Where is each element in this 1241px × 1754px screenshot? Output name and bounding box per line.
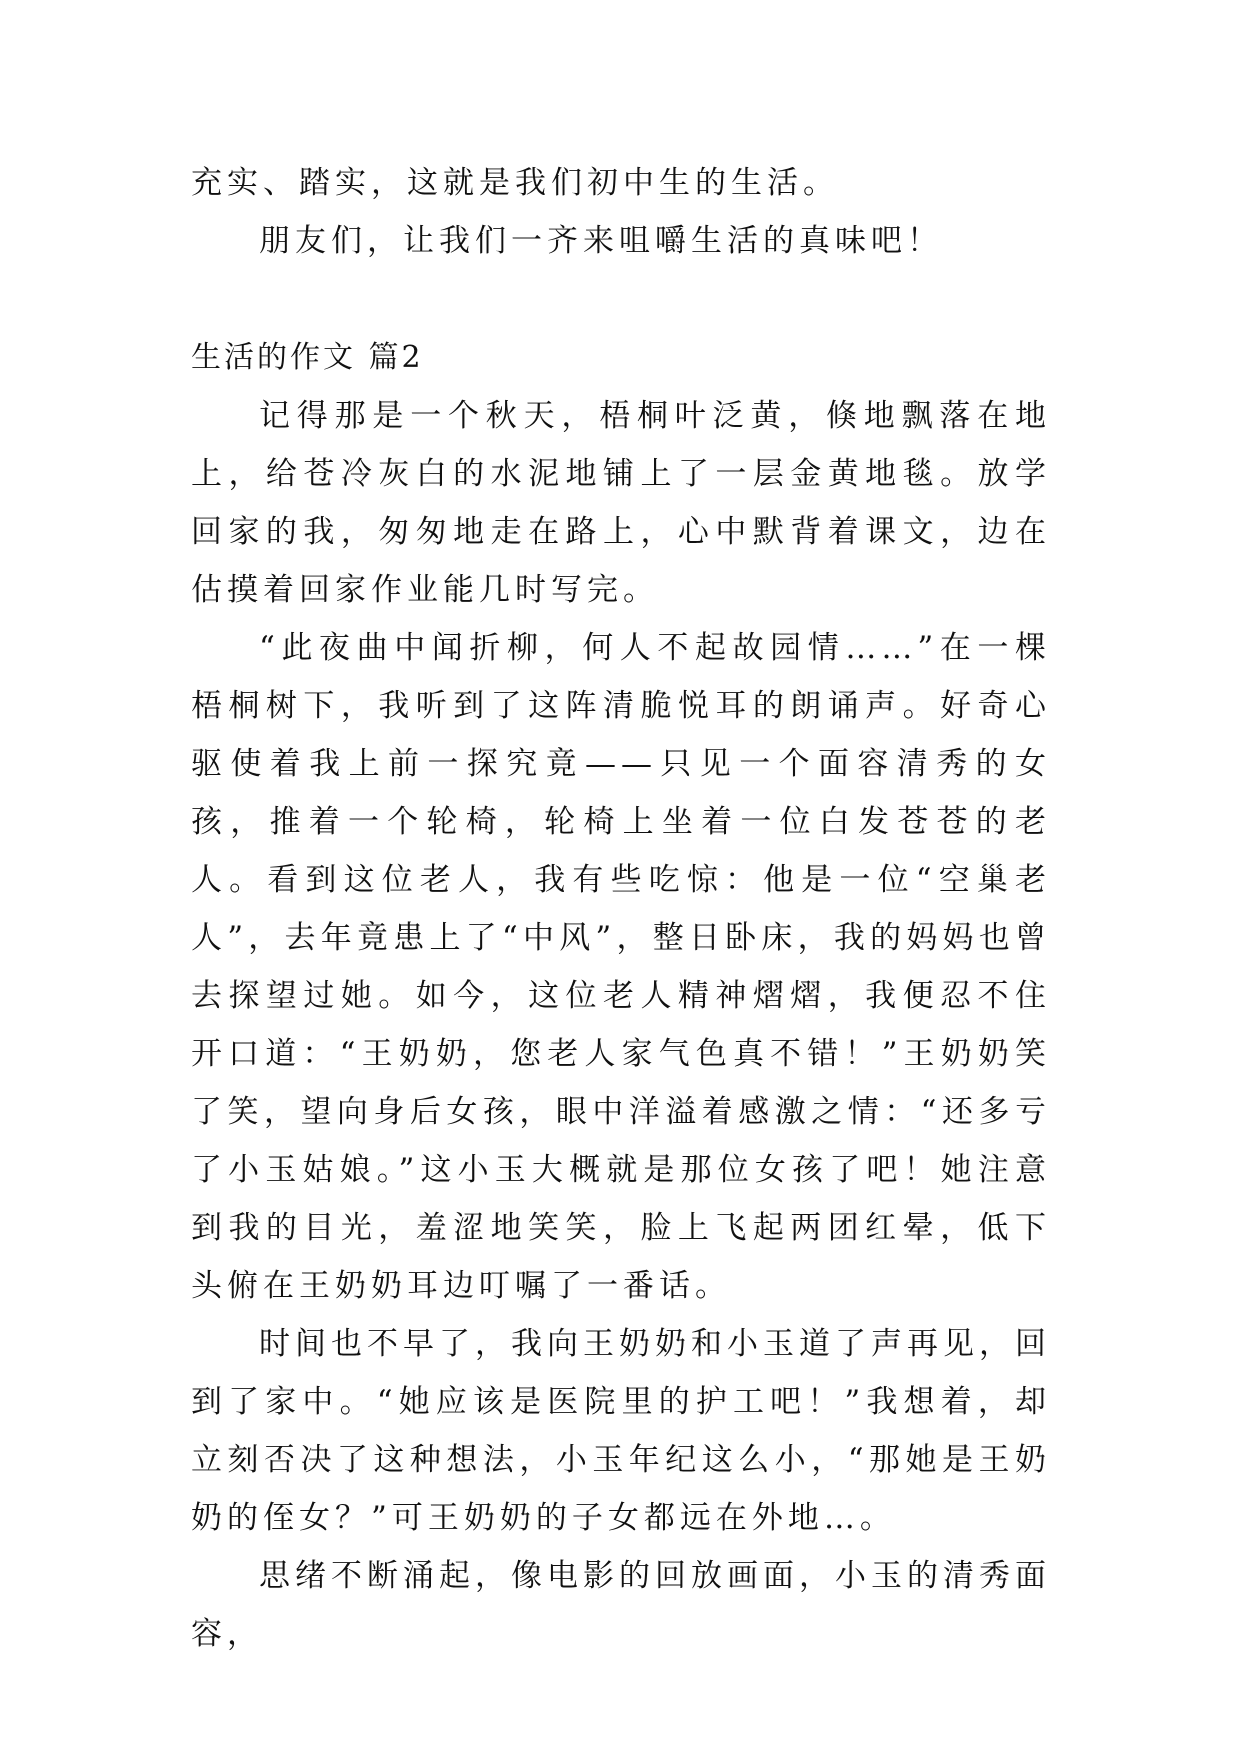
paragraph-recital: “此夜曲中闻折柳，何人不起故园情……”在一棵梧桐树下，我听到了这阵清脆悦耳的朗诵声。好奇心驱使着我上前一探究竟——只见一个面容清秀的女孩，推着一个轮椅，轮椅上坐着一位白发苍苍的老人。看到这位老人，我有些吃惊：他是一位“空巢老人”，去年竟患上了“中风”，整日卧床，我的妈妈也曾去探望过她。如今，这位老人精神熠熠，我便忍不住开口道：“王奶奶，您老人家气色真不错！”王奶奶笑了笑，望向身后女孩，眼中洋溢着感激之情：“还多亏了小玉姑娘。”这小玉大概就是那位女孩了吧！她注意到我的目光，羞涩地笑笑，脸上飞起两团红晕，低下头俯在王奶奶耳边叮嘱了一番话。 — [191, 630, 1051, 1304]
paragraph-autumn: 记得那是一个秋天，梧桐叶泛黄，倏地飘落在地上，给苍冷灰白的水泥地铺上了一层金黄地毯。放学回家的我，匆匆地走在路上，心中默背着课文，边在估摸着回家作业能几时写完。 — [191, 398, 1051, 608]
paragraph-closing-call: 朋友们，让我们一齐来咀嚼生活的真味吧！ — [259, 223, 943, 259]
document-body — [191, 154, 1051, 1663]
section-title: 生活的作文 篇2 — [191, 340, 424, 375]
paragraph-closing-line: 充实、踏实，这就是我们初中生的生活。 — [191, 165, 839, 201]
paragraph-going-home: 时间也不早了，我向王奶奶和小玉道了声再见，回到了家中。“她应该是医院里的护工吧！”我想着，却立刻否决了这种想法，小玉年纪这么小，“那她是王奶奶的侄女？”可王奶奶的子女都远在外地…。 — [191, 1326, 1051, 1536]
section-spacer — [191, 270, 1051, 329]
paragraph-thoughts: 思绪不断涌起，像电影的回放画面，小玉的清秀面容， — [191, 1558, 1051, 1652]
